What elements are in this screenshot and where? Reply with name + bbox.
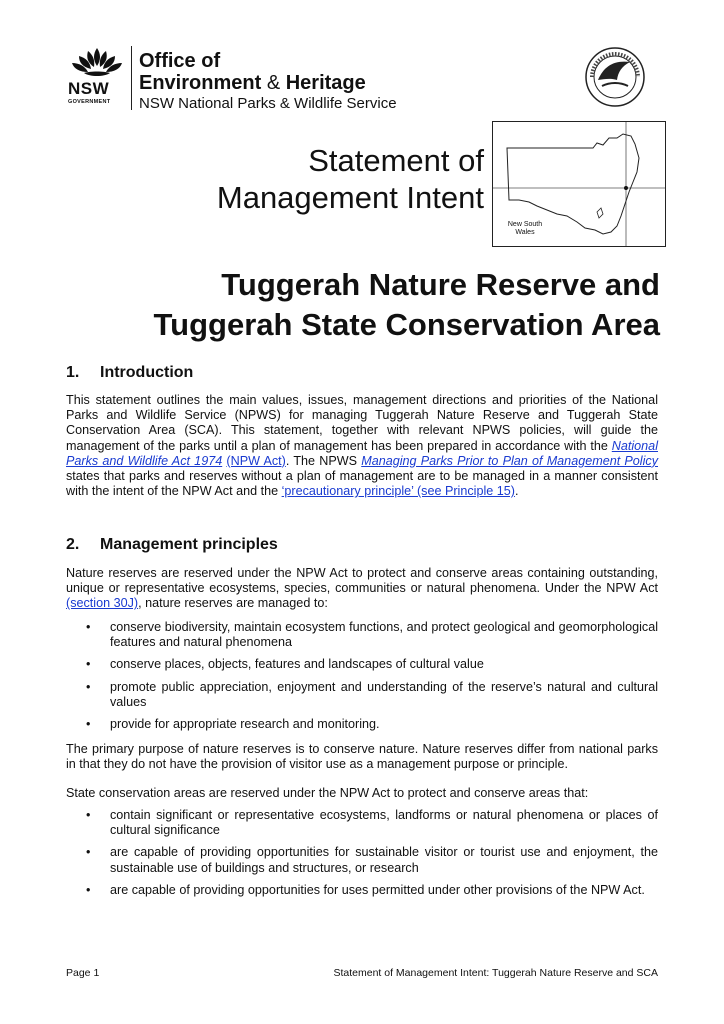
intro-text-a: This statement outlines the main values, issues, management directions and priorities of the National Parks and Wildlife Service (NPWS) for managing Tuggerah Nature Reserve and Tuggerah State Conservation Area (SCA). This statement, together with relevant NPWS policies, will guide the management of the parks until a plan of management has been prepared in accordance with the	[66, 393, 658, 453]
principles-text-b: , nature reserves are managed to:	[138, 596, 328, 611]
map-label-line2: Wales	[515, 229, 535, 236]
list-item: • promote public appreciation, enjoyment and understanding of the reserve’s natural and cultural values	[66, 680, 658, 710]
policy-link[interactable]: Managing Parks Prior to Plan of Management Policy	[361, 453, 658, 468]
org-line2-a: Environment	[139, 72, 262, 94]
document-type-heading	[217, 142, 484, 216]
oeh-wordmark	[139, 50, 397, 114]
park-title	[154, 265, 660, 345]
npw-act-link[interactable]: National Parks and Wildlife Act 1974	[66, 438, 658, 468]
list-item: • are capable of providing opportunities for uses permitted under other provisions of the NPW Act.	[66, 883, 658, 898]
map-label	[504, 221, 546, 237]
org-line2	[139, 72, 397, 94]
intro-text-d: .	[514, 484, 519, 499]
section-heading-introduction	[66, 364, 193, 382]
statement-line2: Management Intent	[216, 180, 484, 215]
nsw-wordmark: NSW	[68, 79, 110, 98]
org-line2-amp: &	[266, 72, 281, 94]
waratah-icon	[66, 46, 128, 80]
section-title: Management principles	[100, 536, 278, 553]
sca-intro-paragraph: State conservation areas are reserved under the NPW Act to protect and conserve areas that:	[66, 786, 589, 800]
intro-text-b: . The NPWS	[285, 453, 362, 468]
nature-reserves-paragraph	[66, 566, 658, 612]
section-30j-link[interactable]: (section 30J)	[66, 596, 139, 611]
nature-reserve-objectives-list	[66, 620, 658, 732]
list-item: • provide for appropriate research and monitoring.	[66, 717, 658, 732]
org-line2-c: Heritage	[285, 72, 366, 94]
section-heading-management-principles	[66, 536, 278, 554]
npws-seal-icon	[584, 46, 646, 108]
statement-line1: Statement of	[308, 143, 484, 178]
org-line1: Office of	[139, 50, 221, 72]
page-number: Page 1	[66, 967, 100, 979]
precautionary-principle-link[interactable]: ‘precautionary principle’ (see Principle 15)	[281, 484, 515, 499]
list-item: • conserve biodiversity, maintain ecosystem functions, and protect geological and geomorphological features and natural phenomena	[66, 620, 658, 650]
org-line3: NSW National Parks & Wildlife Service	[139, 95, 397, 112]
section-number: 1.	[66, 364, 80, 381]
running-footer-title: Statement of Management Intent: Tuggerah Nature Reserve and SCA	[333, 967, 658, 979]
logo-divider	[131, 46, 132, 110]
nsw-government-logo	[66, 46, 128, 110]
intro-text-c: states that parks and reserves without a plan of management are to be managed in a manner consistent with the intent of the NPW Act and the	[66, 469, 658, 499]
principles-text-a: Nature reserves are reserved under the NPW Act to protect and conserve areas containing outstanding, unique or representative ecosystems, species, communities or natural phenomena. Under the NPW Act	[66, 566, 658, 596]
section-title: Introduction	[100, 364, 194, 381]
title-line1: Tuggerah Nature Reserve and	[221, 267, 660, 302]
introduction-paragraph	[66, 393, 658, 499]
title-line2: Tuggerah State Conservation Area	[153, 307, 660, 342]
map-label-line1: New South	[507, 221, 543, 228]
section-number: 2.	[66, 536, 80, 553]
sca-objectives-list	[66, 808, 658, 898]
government-wordmark: GOVERNMENT	[68, 99, 111, 105]
list-item: • contain significant or representative ecosystems, landforms or natural phenomena or places of cultural significance	[66, 808, 658, 838]
primary-purpose-paragraph: The primary purpose of nature reserves is to conserve nature. Nature reserves differ from national parks in that they do not have the provision of visitor use as a management purpose or principle.	[66, 742, 658, 772]
list-item: • are capable of providing opportunities for sustainable visitor or tourist use and enjoyment, the sustainable use of buildings and structures, or research	[66, 845, 658, 875]
npw-act-short-link[interactable]: (NPW Act)	[226, 453, 286, 468]
list-item: • conserve places, objects, features and landscapes of cultural value	[66, 657, 658, 672]
